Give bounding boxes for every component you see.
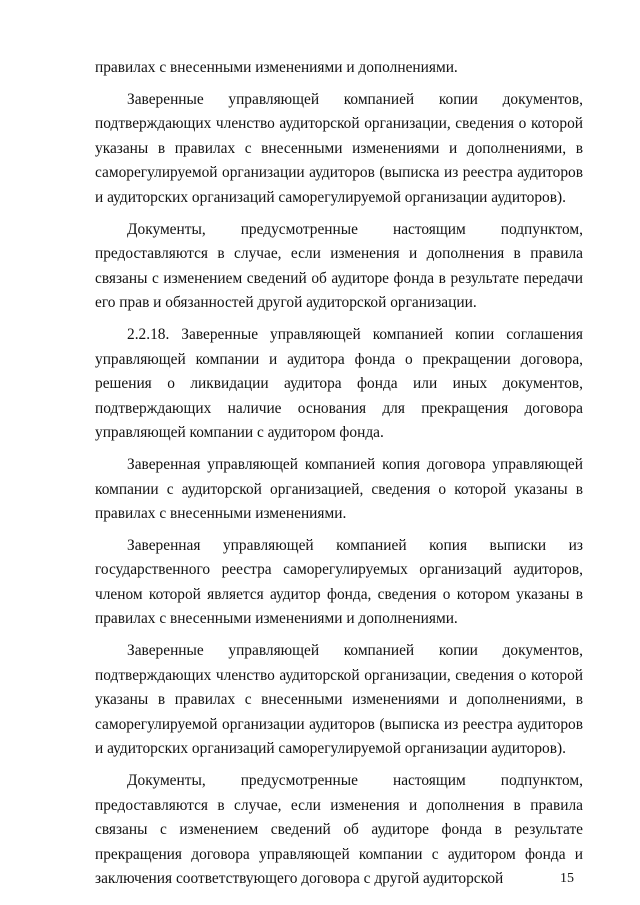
- paragraph-documents-condition-transfer: Документы, предусмотренные настоящим подпунктом, предоставляются в случае, если изменения и дополнения в правила связаны с изменением сведений об аудиторе фонда в результате передачи его прав и обязанностей другой аудиторской организации.: [95, 220, 583, 312]
- paragraph-continuation: правилах с внесенными изменениями и дополнениями.: [95, 59, 458, 76]
- paragraph-documents-condition-termination: Документы, предусмотренные настоящим подпунктом, предоставляются в случае, если изменения и дополнения в правила связаны с изменением сведений об аудиторе фонда в результате прекращения договора управляющей компании с аудитором фонда и заключения соответствующего договора с другой аудиторской: [95, 772, 583, 888]
- paragraph-audit-membership-copies-2: Заверенные управляющей компанией копии документов, подтверждающих членство аудиторской организации, сведения о которой указаны в правилах с внесенными изменениями и дополнениями, в саморегулируемой организации аудиторов (выписка из реестра аудиторов и аудиторских организаций саморегулируемой организации аудиторов).: [95, 642, 583, 758]
- page-number: 15: [560, 871, 574, 886]
- paragraph-contract-copy: Заверенная управляющей компанией копия договора управляющей компании с аудиторской организацией, сведения о которой указаны в правилах с внесенными изменениями.: [95, 455, 583, 523]
- document-page: [95, 56, 583, 899]
- paragraph-registry-extract-copy: Заверенная управляющей компанией копия выписки из государственного реестра саморегулируемых организаций аудиторов, членом которой является аудитор фонда, сведения о котором указаны в правилах с внесенными изменениями и дополнениями.: [95, 536, 583, 628]
- paragraph-audit-membership-copies: Заверенные управляющей компанией копии документов, подтверждающих членство аудиторской организации, сведения о которой указаны в правилах с внесенными изменениями и дополнениями, в саморегулируемой организации аудиторов (выписка из реестра аудиторов и аудиторских организаций саморегулируемой организации аудиторов).: [95, 90, 583, 206]
- paragraph-clause-2-2-18: 2.2.18. Заверенные управляющей компанией копии соглашения управляющей компании и аудитора фонда о прекращении договора, решения о ликвидации аудитора фонда или иных документов, подтверждающих наличие основания для прекращения договора управляющей компании с аудитором фонда.: [95, 325, 583, 442]
